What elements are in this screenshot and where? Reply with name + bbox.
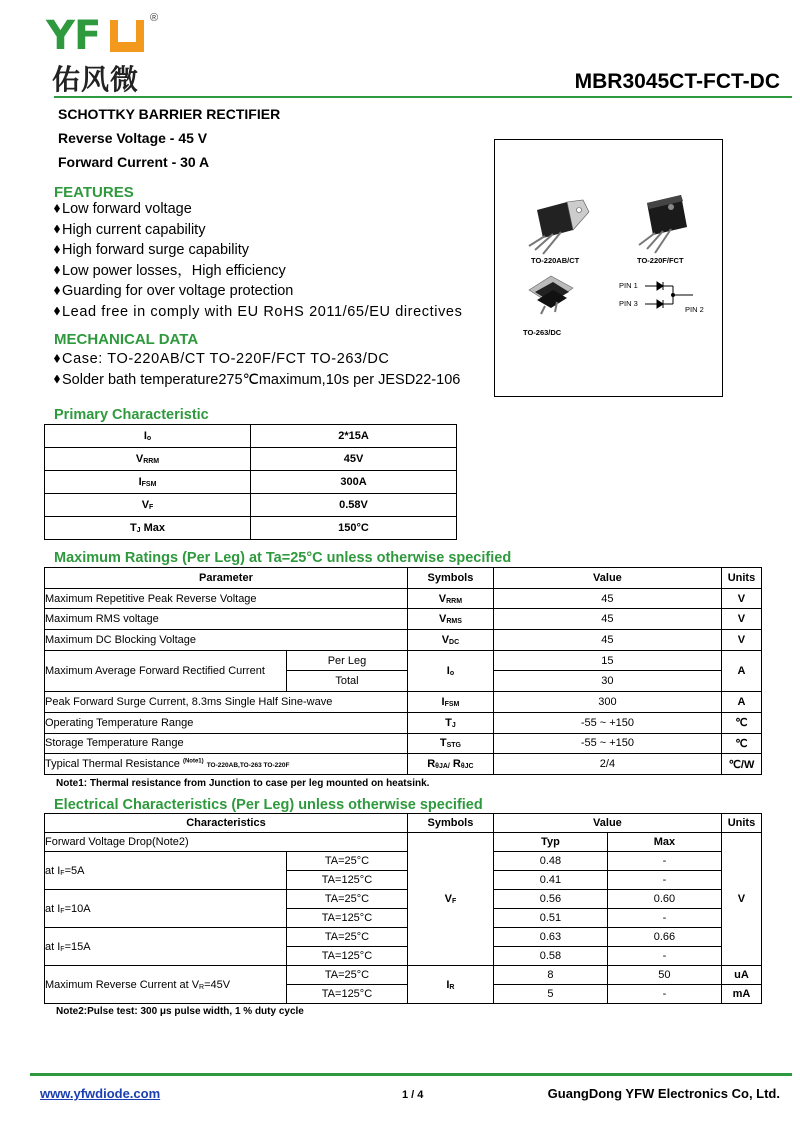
table-row: at $I_F=15A$ TA=25°C 0.63 0.66 (45, 928, 762, 947)
electrical-heading: Electrical Characteristics (Per Leg) unless otherwise specified (54, 797, 483, 813)
table-row: Maximum Repetitive Peak Reverse Voltage $V_{RRM}$ 45 V (45, 588, 762, 609)
diamond-bullet-icon (54, 245, 60, 254)
list-item: Lead free in comply with EU RoHS 2011/65/EU directives (54, 302, 462, 323)
table-row: $I_{FSM}$ 300A (45, 471, 457, 494)
table-row: Maximum Reverse Current at $V_R=45V$ TA=25°C $I_R$ 8 50 uA (45, 966, 762, 985)
table-row: $V_{RRM}$ 45V (45, 448, 457, 471)
table-row: TA=125°C 0.41 - (45, 871, 762, 890)
features-heading: FEATURES (54, 184, 134, 201)
primary-heading: Primary Characteristic (54, 407, 209, 423)
to263-package-icon (529, 276, 573, 314)
table-header-row: Characteristics Symbols Value Units (45, 814, 762, 833)
package-illustration (494, 139, 723, 397)
package-drawings (495, 140, 724, 398)
logo-chinese-name: 佑风微 (52, 63, 140, 96)
table-row: Peak Forward Surge Current, 8.3ms Single Half Sine-wave $I_{FSM}$ 300 A (45, 692, 762, 713)
list-item: Guarding for over voltage protection (54, 281, 462, 302)
note2: Note2:Pulse test: 300 μs pulse width, 1 % duty cycle (56, 1006, 304, 1017)
page-number: 1 / 4 (402, 1089, 424, 1101)
list-item: High current capability (54, 220, 462, 241)
company-name: GuangDong YFW Electronics Co, Ltd. (547, 1086, 780, 1101)
table-row: TA=125°C 5 - mA (45, 985, 762, 1004)
list-item: Low power losses，High efficiency (54, 261, 462, 282)
to220ab-label: TO-220AB/CT (531, 256, 580, 265)
table-row: Typical Thermal Resistance $^{(Note1)}$ TO-220AB,TO-263 TO-220F $R_{\theta JA/}$ $R_{\theta JC}$ 2/4 ℃/W (45, 754, 762, 775)
diamond-bullet-icon (54, 375, 60, 384)
logo-text: YF (46, 13, 101, 59)
reverse-voltage: Reverse Voltage - 45 V (58, 130, 208, 146)
mechanical-list (54, 349, 460, 390)
to263-label: TO-263/DC (523, 328, 562, 337)
table-row: TA=125°C 0.51 - (45, 909, 762, 928)
ratings-table (44, 567, 762, 775)
footer-divider (30, 1073, 792, 1076)
list-item: High forward surge capability (54, 240, 462, 261)
diamond-bullet-icon (54, 354, 60, 363)
pin2-label: PIN 2 (685, 305, 704, 314)
table-header-row: Parameter Symbols Value Units (45, 568, 762, 589)
table-row: at $I_F=10A$ TA=25°C 0.56 0.60 (45, 890, 762, 909)
list-item: Low forward voltage (54, 199, 462, 220)
header-divider (54, 96, 792, 98)
features-list (54, 199, 462, 322)
table-row: at $I_F=5A$ TA=25°C 0.48 - (45, 852, 762, 871)
diamond-bullet-icon (54, 266, 60, 275)
logo-w-mark (110, 20, 144, 52)
forward-current: Forward Current - 30 A (58, 154, 210, 170)
diamond-bullet-icon (54, 204, 60, 213)
list-item: Case: TO-220AB/CT TO-220F/FCT TO-263/DC (54, 349, 460, 370)
table-row: $I_o$ 2*15A (45, 425, 457, 448)
table-row: Total 30 (45, 671, 762, 692)
diamond-bullet-icon (54, 286, 60, 295)
table-row: Forward Voltage Drop(Note2) $V_F$ Typ Max V (45, 833, 762, 852)
electrical-table (44, 813, 762, 1004)
pin1-label: PIN 1 (619, 281, 638, 290)
table-row: $V_F$ 0.58V (45, 494, 457, 517)
table-row: $T_J$ Max 150°C (45, 517, 457, 540)
diamond-bullet-icon (54, 225, 60, 234)
website-link[interactable]: www.yfwdiode.com (40, 1086, 161, 1101)
mechanical-heading: MECHANICAL DATA (54, 331, 199, 348)
table-row: Storage Temperature Range $T_{STG}$ -55 ~ +150 ℃ (45, 733, 762, 754)
part-number: MBR3045CT-FCT-DC (574, 70, 780, 93)
to220ab-package-icon (529, 200, 589, 254)
table-row: Maximum Average Forward Rectified Current Per Leg $I_o$ 15 A (45, 650, 762, 671)
table-row: Maximum RMS voltage $V_{RMS}$ 45 V (45, 609, 762, 630)
diamond-bullet-icon (54, 307, 60, 316)
table-row: Operating Temperature Range $T_J$ -55 ~ +150 ℃ (45, 712, 762, 733)
table-row: Maximum DC Blocking Voltage $V_{DC}$ 45 V (45, 630, 762, 651)
product-title: SCHOTTKY BARRIER RECTIFIER (58, 106, 281, 122)
to220f-label: TO-220F/FCT (637, 256, 684, 265)
primary-table (44, 424, 457, 540)
table-row: TA=125°C 0.58 - (45, 947, 762, 966)
list-item: Solder bath temperature275℃maximum,10s per JESD22-106 (54, 370, 460, 391)
registered-mark: ® (150, 12, 159, 24)
to220f-package-icon (639, 195, 687, 253)
pin3-label: PIN 3 (619, 299, 638, 308)
note1: Note1: Thermal resistance from Junction to case per leg mounted on heatsink. (56, 778, 430, 789)
ratings-heading: Maximum Ratings (Per Leg) at Ta=25°C unless otherwise specified (54, 550, 512, 566)
company-logo (46, 14, 166, 94)
